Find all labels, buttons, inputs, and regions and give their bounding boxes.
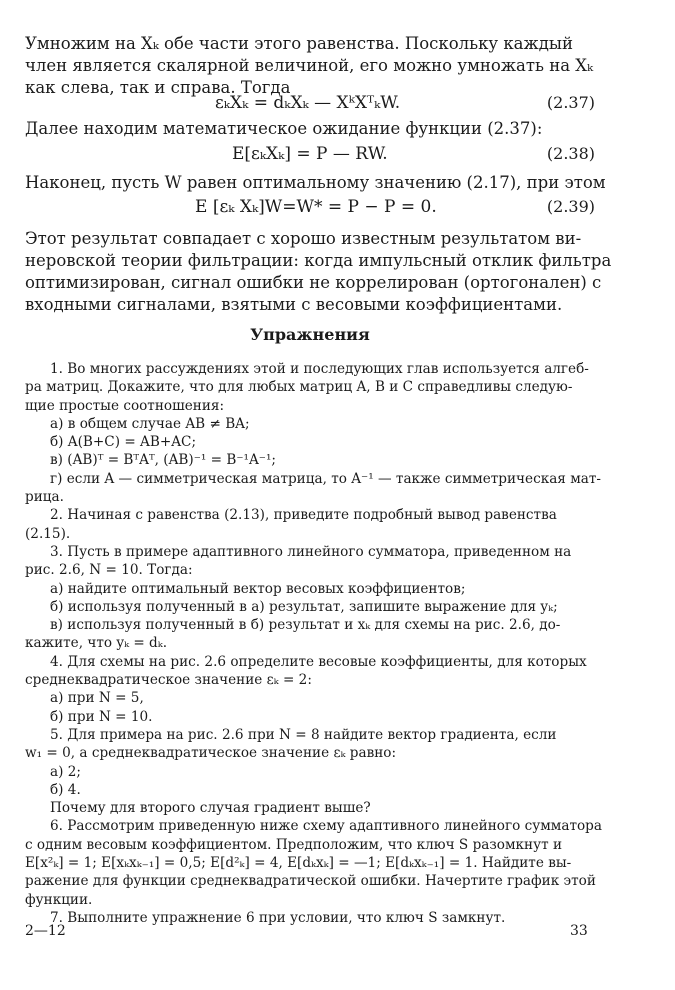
exercise-line: 6. Рассмотрим приведенную ниже схему адаптивного линейного сумматора <box>50 818 602 835</box>
exercise-line: среднеквадратическое значение εₖ = 2: <box>25 672 312 689</box>
exercise-line: 4. Для схемы на рис. 2.6 определите весовые коэффициенты, для которых <box>50 653 587 670</box>
exercise-line: (2.15). <box>25 525 71 542</box>
equation-number: (2.39) <box>546 197 595 216</box>
equation-formula: εₖXₖ = dₖXₖ — XᵏXᵀₖW. <box>215 93 401 113</box>
page-number: 33 <box>570 923 588 939</box>
equation-formula: E[εₖXₖ] = P — RW. <box>232 144 388 164</box>
text-line: член является скалярной величиной, его можно умножать на Xₖ <box>25 56 594 75</box>
exercise-line: функции. <box>25 891 93 908</box>
text-line: Умножим на Xₖ обе части этого равенства. Поскольку каждый <box>25 34 573 53</box>
exercise-line: 7. Выполните упражнение 6 при условии, что ключ S замкнут. <box>50 909 506 926</box>
exercise-line: E[x²ₖ] = 1; E[xₖxₖ₋₁] = 0,5; E[d²ₖ] = 4, E[dₖxₖ] = —1; E[dₖxₖ₋₁] = 1. Найдите вы- <box>25 855 572 872</box>
exercise-line: 1. Во многих рассуждениях этой и последующих глав используется алгеб- <box>50 361 589 377</box>
exercise-line: 3. Пусть в примере адаптивного линейного сумматора, приведенном на <box>50 543 572 560</box>
exercise-line: щие простые соотношения: <box>25 397 225 414</box>
exercise-line: а) найдите оптимальный вектор весовых коэффициентов; <box>50 580 466 597</box>
exercise-line: а) в общем случае AB ≠ BA; <box>50 415 250 432</box>
text-line: неровской теории фильтрации: когда импульсный отклик фильтра <box>25 251 612 270</box>
exercise-line: ра матриц. Докажите, что для любых матриц A, B и C справедливы следую- <box>25 379 573 396</box>
text-line: как слева, так и справа. Тогда <box>25 78 291 97</box>
equation-2-38 <box>25 144 595 168</box>
exercise-line: 5. Для примера на рис. 2.6 при N = 8 найдите вектор градиента, если <box>50 726 557 743</box>
exercise-line: б) A(B+C) = AB+AC; <box>50 434 197 451</box>
equation-number: (2.37) <box>546 93 595 112</box>
exercise-line: рица. <box>25 489 64 506</box>
exercise-line: Почему для второго случая градиент выше? <box>50 800 371 817</box>
exercise-line: рис. 2.6, N = 10. Тогда: <box>25 562 193 579</box>
exercise-line: w₁ = 0, а среднеквадратическое значение εₖ равно: <box>25 745 397 762</box>
exercise-line: с одним весовым коэффициентом. Предположим, что ключ S разомкнут и <box>25 836 562 853</box>
exercise-line: г) если A — симметрическая матрица, то A⁻¹ — также симметрическая мат- <box>50 470 601 487</box>
signature-mark: 2—12 <box>25 923 66 939</box>
exercise-line: а) 2; <box>50 763 81 780</box>
section-title: Упражнения <box>250 325 370 344</box>
equation-number: (2.38) <box>546 144 595 163</box>
equation-formula: E [εₖ Xₖ]W=W* = P − P = 0. <box>195 197 437 217</box>
exercise-line: б) 4. <box>50 781 81 798</box>
equation-2-39 <box>25 197 595 221</box>
text-line: Далее находим математическое ожидание функции (2.37): <box>25 119 543 138</box>
exercise-line: кажите, что yₖ = dₖ. <box>25 635 168 652</box>
exercise-line: б) используя полученный в а) результат, запишите выражение для yₖ; <box>50 598 558 615</box>
intro-paragraph-1 <box>25 33 595 99</box>
exercise-line: в) используя полученный в б) результат и xₖ для схемы на рис. 2.6, до- <box>50 617 561 634</box>
intro-paragraph-3 <box>25 172 606 194</box>
text-line: входными сигналами, взятыми с весовыми коэффициентами. <box>25 295 563 314</box>
exercise-line: ражение для функции среднеквадратической ошибки. Начертите график этой <box>25 873 596 890</box>
text-line: оптимизирован, сигнал ошибки не коррелирован (ортогонален) с <box>25 273 602 292</box>
equation-2-37 <box>25 93 595 117</box>
intro-paragraph-4 <box>25 228 612 316</box>
text-line: Наконец, пусть W равен оптимальному значению (2.17), при этом <box>25 173 606 192</box>
exercise-line: б) при N = 10. <box>50 708 153 725</box>
intro-paragraph-2 <box>25 118 595 140</box>
exercises-list <box>25 360 602 927</box>
text-line: Этот результат совпадает с хорошо известным результатом ви- <box>25 229 582 248</box>
exercise-line: в) (AB)ᵀ = BᵀAᵀ, (AB)⁻¹ = B⁻¹A⁻¹; <box>50 452 277 469</box>
exercise-line: 2. Начиная с равенства (2.13), приведите подробный вывод равенства <box>50 507 557 524</box>
exercise-line: а) при N = 5, <box>50 690 144 707</box>
